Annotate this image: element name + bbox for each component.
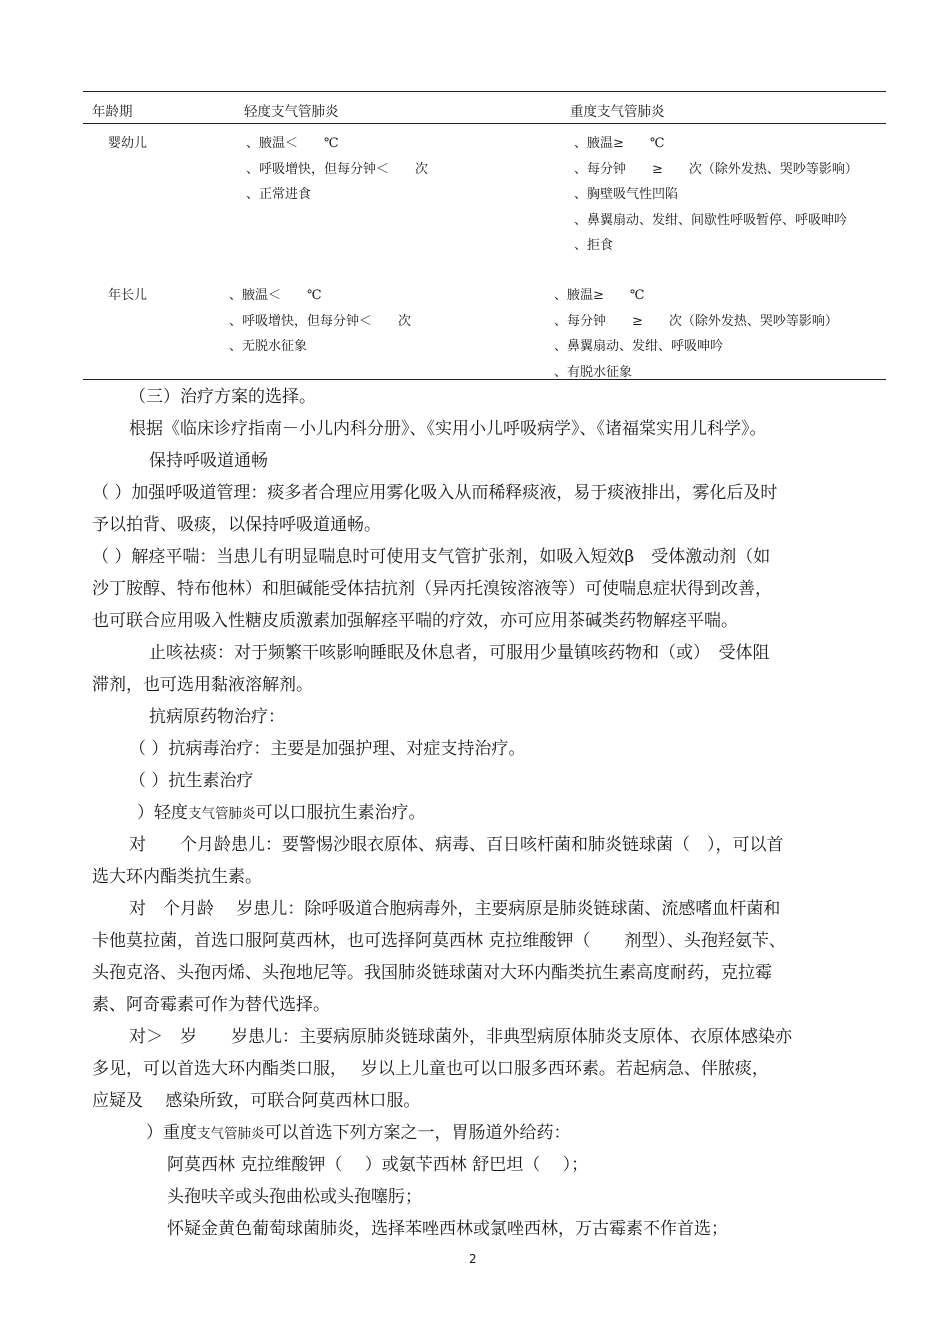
table-header-severe: 重度支气管肺炎	[570, 104, 665, 120]
paragraph-line	[137, 797, 426, 830]
paragraph-line: 根据《临床诊疗指南－小儿内科分册》、《实用小儿呼吸病学》、《诸福棠实用儿科学》。	[129, 419, 767, 439]
table-header-mild: 轻度支气管肺炎	[244, 104, 339, 120]
text-run: 可以首选下列方案之一，胃肠道外给药：	[264, 1123, 571, 1143]
list-item: 、呼吸增快，但每分钟＜ 次	[229, 313, 412, 329]
paragraph-line: 对 个月龄患儿：要警惕沙眼衣原体、病毒、百日咳杆菌和肺炎链球菌（ ），可以首	[129, 835, 784, 855]
table-cell-mild	[229, 283, 411, 360]
paragraph-line: 素、阿奇霉素可作为替代选择。	[92, 995, 330, 1015]
table-header-age: 年龄期	[92, 104, 133, 120]
table-cell-severe	[574, 131, 858, 259]
paragraph-line: 多见，可以首选大环内酯类口服， 岁以上儿童也可以口服多西环素。若起病急、伴脓痰，	[92, 1059, 769, 1079]
list-item: 、鼻翼扇动、发绀、间歇性呼吸暂停、呼吸呻吟	[574, 212, 848, 228]
text-run-small: 支气管肺炎	[188, 806, 256, 822]
list-item: 、有脱水征象	[554, 364, 633, 380]
text-run-small: 支气管肺炎	[197, 1126, 265, 1142]
list-item: 、腋温＜ ℃	[229, 288, 322, 303]
page-number: 2	[469, 1252, 477, 1266]
paragraph-line: 滞剂，也可选用黏液溶解剂。	[92, 675, 313, 695]
paragraph-line: 沙丁胺醇、特布他林）和胆碱能受体拮抗剂（异丙托溴铵溶液等）可使喘息症状得到改善，	[92, 579, 772, 599]
section-heading: （三）治疗方案的选择。	[129, 387, 316, 407]
list-item: 、腋温≥ ℃	[574, 136, 665, 151]
table-cell-mild	[246, 131, 428, 208]
list-item: 、胸壁吸气性凹陷	[574, 187, 679, 202]
list-item: 、正常进食	[246, 187, 312, 202]
paragraph-line: 对 个月龄 岁患儿：除呼吸道合胞病毒外，主要病原是肺炎链球菌、流感嗜血杆菌和	[129, 899, 781, 919]
table-header-rule	[83, 123, 886, 124]
paragraph-line: 止咳祛痰：对于频繁干咳影响睡眠及休息者，可服用少量镇咳药物和（或） 受体阻	[149, 643, 770, 663]
paragraph-line: 阿莫西林 克拉维酸钾（ ）或氨苄西林 舒巴坦（ ）；	[167, 1155, 589, 1175]
list-item: 、腋温＜ ℃	[246, 136, 339, 151]
text-run: 可以口服抗生素治疗。	[255, 803, 426, 823]
list-item: 、无脱水征象	[229, 339, 308, 354]
list-item: 、鼻翼扇动、发绀、呼吸呻吟	[554, 339, 724, 354]
paragraph-line	[146, 1117, 571, 1150]
table-top-rule	[83, 91, 886, 92]
subheading: 保持呼吸道通畅	[149, 451, 268, 471]
list-item: 、每分钟 ≥ 次（除外发热、哭吵等影响）	[574, 161, 858, 177]
list-item: 、拒食	[574, 238, 614, 253]
list-item: 、呼吸增快，但每分钟＜ 次	[246, 161, 429, 177]
paragraph-line: 也可联合应用吸入性糖皮质激素加强解痉平喘的疗效，亦可应用茶碱类药物解痉平喘。	[92, 611, 738, 631]
text-run: ）轻度	[137, 803, 188, 823]
paragraph-line: （ ）抗生素治疗	[129, 771, 254, 791]
paragraph-line: （ ）抗病毒治疗：主要是加强护理、对症支持治疗。	[129, 739, 526, 759]
subheading: 抗病原药物治疗：	[149, 707, 285, 727]
paragraph-line: 对＞ 岁 岁患儿：主要病原肺炎链球菌外，非典型病原体肺炎支原体、衣原体感染亦	[129, 1027, 792, 1047]
paragraph-line: 予以拍背、吸痰，以保持呼吸道通畅。	[92, 515, 381, 535]
list-item: 、腋温≥ ℃	[554, 288, 645, 303]
paragraph-line: （ ）解痉平喘：当患儿有明显喘息时可使用支气管扩张剂，如吸入短效β 受体激动剂（如	[92, 547, 771, 567]
table-cell-age: 婴幼儿	[108, 136, 148, 151]
table-cell-age: 年长儿	[108, 288, 148, 303]
text-run: ）重度	[146, 1123, 197, 1143]
table-cell-severe	[554, 283, 838, 385]
list-item: 、每分钟 ≥ 次（除外发热、哭吵等影响）	[554, 313, 838, 329]
paragraph-line: （ ）加强呼吸道管理：痰多者合理应用雾化吸入从而稀释痰液，易于痰液排出，雾化后及时	[92, 483, 778, 503]
paragraph-line: 应疑及 感染所致，可联合阿莫西林口服。	[92, 1091, 421, 1111]
paragraph-line: 卡他莫拉菌，首选口服阿莫西林，也可选择阿莫西林 克拉维酸钾（ 剂型）、头孢羟氨苄、	[92, 931, 786, 951]
paragraph-line: 头孢克洛、头孢丙烯、头孢地尼等。我国肺炎链球菌对大环内酯类抗生素高度耐药，克拉霉	[92, 963, 772, 983]
paragraph-line: 选大环内酯类抗生素。	[92, 867, 262, 887]
paragraph-line: 怀疑金黄色葡萄球菌肺炎，选择苯唑西林或氯唑西林，万古霉素不作首选；	[167, 1219, 728, 1239]
paragraph-line: 头孢呋辛或头孢曲松或头孢噻肟；	[167, 1187, 422, 1207]
